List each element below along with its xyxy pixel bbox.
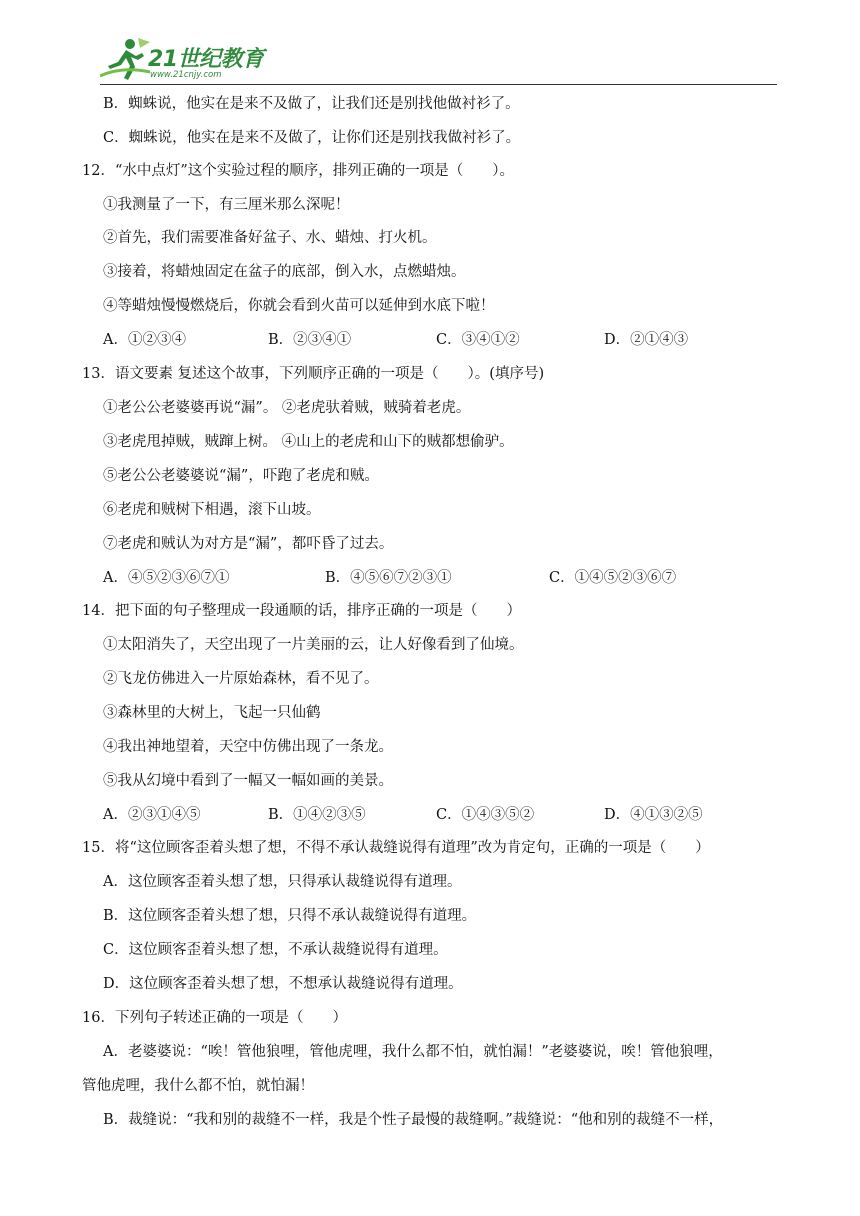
q14-option-b[interactable]: B．①④②③⑤	[268, 807, 366, 823]
q14-option-a[interactable]: A．②③①④⑤	[103, 807, 201, 823]
q12-stem: 12．“水中点灯”这个实验过程的顺序，排列正确的一项是（ ）。	[82, 163, 515, 179]
q12-option-c[interactable]: C．③④①②	[436, 332, 520, 348]
q13-stem: 13．语文要素 复述这个故事，下列顺序正确的一项是（ ）。(填序号)	[82, 366, 545, 382]
q11-option-c: C．蜘蛛说，他实在是来不及做了，让你们还是别找我做衬衫了。	[103, 130, 521, 146]
q12-option-d[interactable]: D．②①④③	[604, 332, 689, 348]
q15-option-d[interactable]: D．这位顾客歪着头想了想，不想承认裁缝说得有道理。	[103, 976, 463, 992]
q13-item: ⑤老公公老婆婆说“漏”，吓跑了老虎和贼。	[103, 468, 379, 484]
q14-option-c[interactable]: C．①④③⑤②	[436, 807, 535, 823]
header-divider	[100, 84, 777, 85]
q16-option-a-line1[interactable]: A．老婆婆说：“唉！管他狼哩，管他虎哩，我什么都不怕，就怕漏！”老婆婆说，唉！管他狼哩，	[103, 1044, 723, 1060]
q16-option-b-line1[interactable]: B．裁缝说：“我和别的裁缝不一样，我是个性子最慢的裁缝啊。”裁缝说：“他和别的裁缝不一样，	[103, 1112, 724, 1128]
q15-option-a[interactable]: A．这位顾客歪着头想了想，只得承认裁缝说得有道理。	[103, 874, 462, 890]
q13-item: ③老虎甩掉贼，贼蹿上树。 ④山上的老虎和山下的贼都想偷驴。	[103, 434, 514, 450]
q12-option-a[interactable]: A．①②③④	[103, 332, 186, 348]
q15-stem: 15．将“这位顾客歪着头想了想，不得不承认裁缝说得有道理”改为肯定句，正确的一项是（ ）	[82, 840, 710, 856]
q13-item: ①老公公老婆婆再说“漏”。 ②老虎驮着贼，贼骑着老虎。	[103, 400, 471, 416]
q14-options	[103, 805, 703, 825]
q13-options	[103, 568, 676, 588]
q12-item: ④等蜡烛慢慢燃烧后，你就会看到火苗可以延伸到水底下啦！	[103, 298, 495, 314]
q16-option-a-line2: 管他虎哩，我什么都不怕，就怕漏！	[82, 1078, 314, 1094]
q12-option-b[interactable]: B．②③④①	[268, 332, 352, 348]
page-header	[0, 0, 860, 90]
q12-options	[103, 330, 688, 350]
q14-stem: 14．把下面的句子整理成一段通顺的话，排序正确的一项是（ ）	[82, 603, 521, 619]
q14-item: ②飞龙仿佛进入一片原始森林，看不见了。	[103, 671, 379, 687]
logo-url: www.21cnjy.com	[150, 70, 222, 80]
q13-item: ⑥老虎和贼树下相遇，滚下山坡。	[103, 502, 321, 518]
q15-option-b[interactable]: B．这位顾客歪着头想了想，只得不承认裁缝说得有道理。	[103, 908, 477, 924]
q14-item: ③森林里的大树上，飞起一只仙鹤	[103, 705, 321, 721]
q15-option-c[interactable]: C．这位顾客歪着头想了想，不承认裁缝说得有道理。	[103, 942, 448, 958]
q11-option-b: B．蜘蛛说，他实在是来不及做了，让我们还是别找他做衬衫了。	[103, 96, 520, 112]
q16-stem: 16．下列句子转述正确的一项是（ ）	[82, 1010, 347, 1026]
q14-item: ④我出神地望着，天空中仿佛出现了一条龙。	[103, 739, 393, 755]
q13-option-b[interactable]: B．④⑤⑥⑦②③①	[325, 570, 452, 586]
q12-item: ③接着，将蜡烛固定在盆子的底部，倒入水，点燃蜡烛。	[103, 264, 466, 280]
site-logo	[100, 36, 280, 86]
q12-item: ②首先，我们需要准备好盆子、水、蜡烛、打火机。	[103, 230, 437, 246]
runner-logo-icon	[100, 36, 152, 82]
q13-option-c[interactable]: C．①④⑤②③⑥⑦	[549, 570, 677, 586]
q13-item: ⑦老虎和贼认为对方是“漏”，都吓昏了过去。	[103, 536, 394, 552]
q14-item: ①太阳消失了，天空出现了一片美丽的云，让人好像看到了仙境。	[103, 637, 524, 653]
q14-option-d[interactable]: D．④①③②⑤	[604, 807, 703, 823]
logo-text: 21世纪教育	[148, 47, 264, 72]
q12-item: ①我测量了一下，有三厘米那么深呢！	[103, 197, 350, 213]
q13-option-a[interactable]: A．④⑤②③⑥⑦①	[103, 570, 230, 586]
q14-item: ⑤我从幻境中看到了一幅又一幅如画的美景。	[103, 773, 393, 789]
